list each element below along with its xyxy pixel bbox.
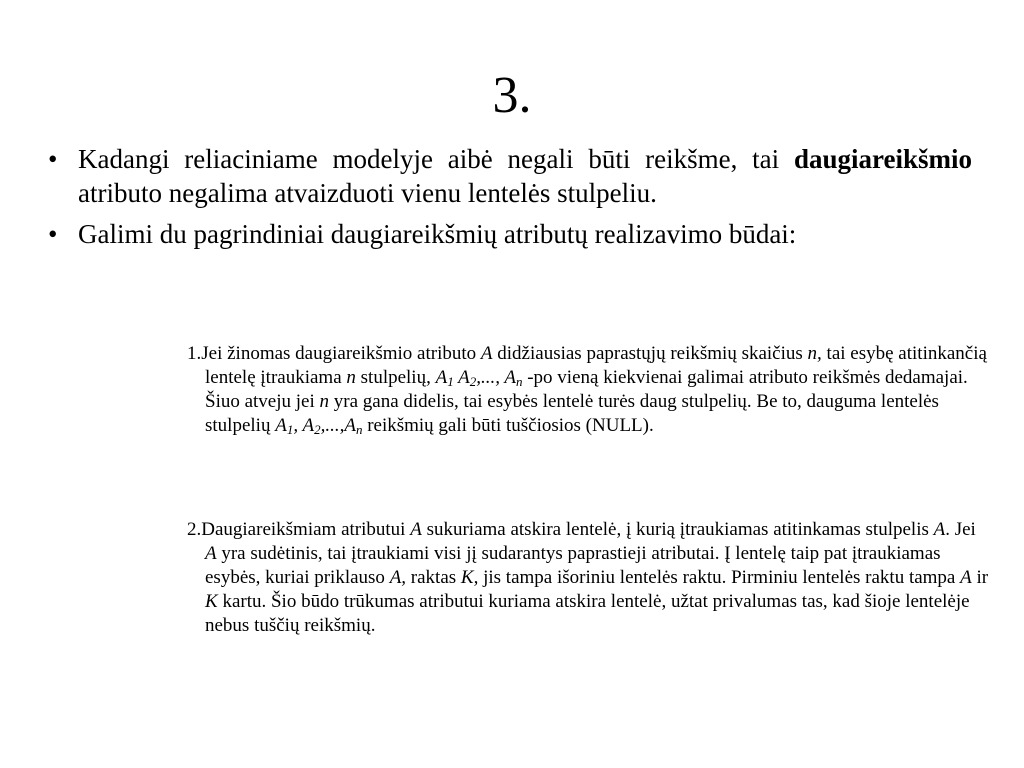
item-text: ir: [971, 567, 989, 588]
item-text: -po vieną kiekvienai galimai atributo reikšmės dedamajai. Šiuo atveju jei: [205, 367, 968, 412]
bullet-marker: •: [48, 144, 58, 174]
slide-title: 3.: [492, 67, 532, 124]
item-number: 1.: [187, 343, 202, 364]
item-italic: K,: [460, 567, 479, 588]
item-text: raktas: [406, 567, 461, 588]
item-text: Jei žinomas daugiareikšmio atributo: [201, 343, 481, 364]
item-subscript: 2: [314, 422, 321, 437]
bullet-list: [48, 142, 972, 258]
item-italic: A: [205, 543, 217, 564]
item-subscript: n: [355, 422, 363, 437]
item-text: reikšmių gali būti tuščiosios (NULL).: [362, 415, 654, 436]
item-italic: A: [480, 343, 493, 364]
bullet-bold-term: daugiareikšmio: [793, 144, 972, 174]
item-subscript: 1: [447, 374, 454, 389]
bullet-text: Galimi du pagrindiniai daugiareikšmių atributų realizavimo būdai:: [78, 219, 797, 249]
item-italic: A: [960, 567, 972, 588]
item-italic: A: [435, 367, 448, 388]
item-italic: n,: [807, 343, 822, 364]
item-text: tai esybę atitinkančią lentelę įtraukiama: [205, 343, 987, 388]
item-text: didžiausias paprastųjų reikšmių skaičius: [492, 343, 808, 364]
item-text: sukuriama atskira lentelė, į kurią įtraukiamas atitinkamas stulpelis: [421, 519, 934, 540]
item-italic: ,...,A: [320, 415, 356, 436]
item-italic: K: [205, 591, 218, 612]
item-italic: A,: [389, 567, 407, 588]
item-text: stulpelių,: [355, 367, 436, 388]
item-italic: A: [275, 415, 287, 436]
item-italic: , A: [293, 415, 315, 436]
item-subscript: n: [515, 374, 523, 389]
item-italic: ,..., A: [476, 367, 516, 388]
numbered-item-1: [187, 342, 991, 438]
item-italic: n: [319, 391, 330, 412]
item-text: kartu. Šio būdo trūkumas atributui kuriama atskira lentelė, užtat privalumas tas, kad šioje lentelėje nebus tuščių reikšmių.: [205, 591, 970, 636]
bullet-text: Kadangi reliaciniame modelyje aibė negali būti reikšme, tai: [78, 144, 794, 174]
bullet-item-1: [48, 142, 972, 210]
item-italic: A: [453, 367, 470, 388]
item-text: jis tampa išoriniu lentelės raktu. Pirminiu lentelės raktu tampa: [478, 567, 961, 588]
bullet-text: atributo negalima atvaizduoti vienu lentelės stulpeliu.: [78, 178, 657, 208]
bullet-item-2: [48, 217, 972, 251]
bullet-marker: •: [48, 219, 58, 249]
item-subscript: 1: [286, 422, 294, 437]
item-italic: A: [933, 519, 946, 540]
item-number: 2.: [187, 519, 202, 540]
item-italic: A: [410, 519, 422, 540]
item-italic: n: [346, 367, 356, 388]
item-text: yra gana didelis, tai esybės lentelė turės daug stulpelių. Be to, dauguma lentelės stulpelių: [205, 391, 939, 436]
item-subscript: 2: [469, 374, 477, 389]
numbered-item-2: [187, 518, 991, 638]
item-text: . Jei: [945, 519, 976, 540]
item-text: Daugiareikšmiam atributui: [201, 519, 411, 540]
item-text: yra sudėtinis, tai įtraukiami visi jį sudarantys paprastieji atributai. Į lentelę taip pat įtraukiamas esybės, kuriai priklauso: [205, 543, 941, 588]
